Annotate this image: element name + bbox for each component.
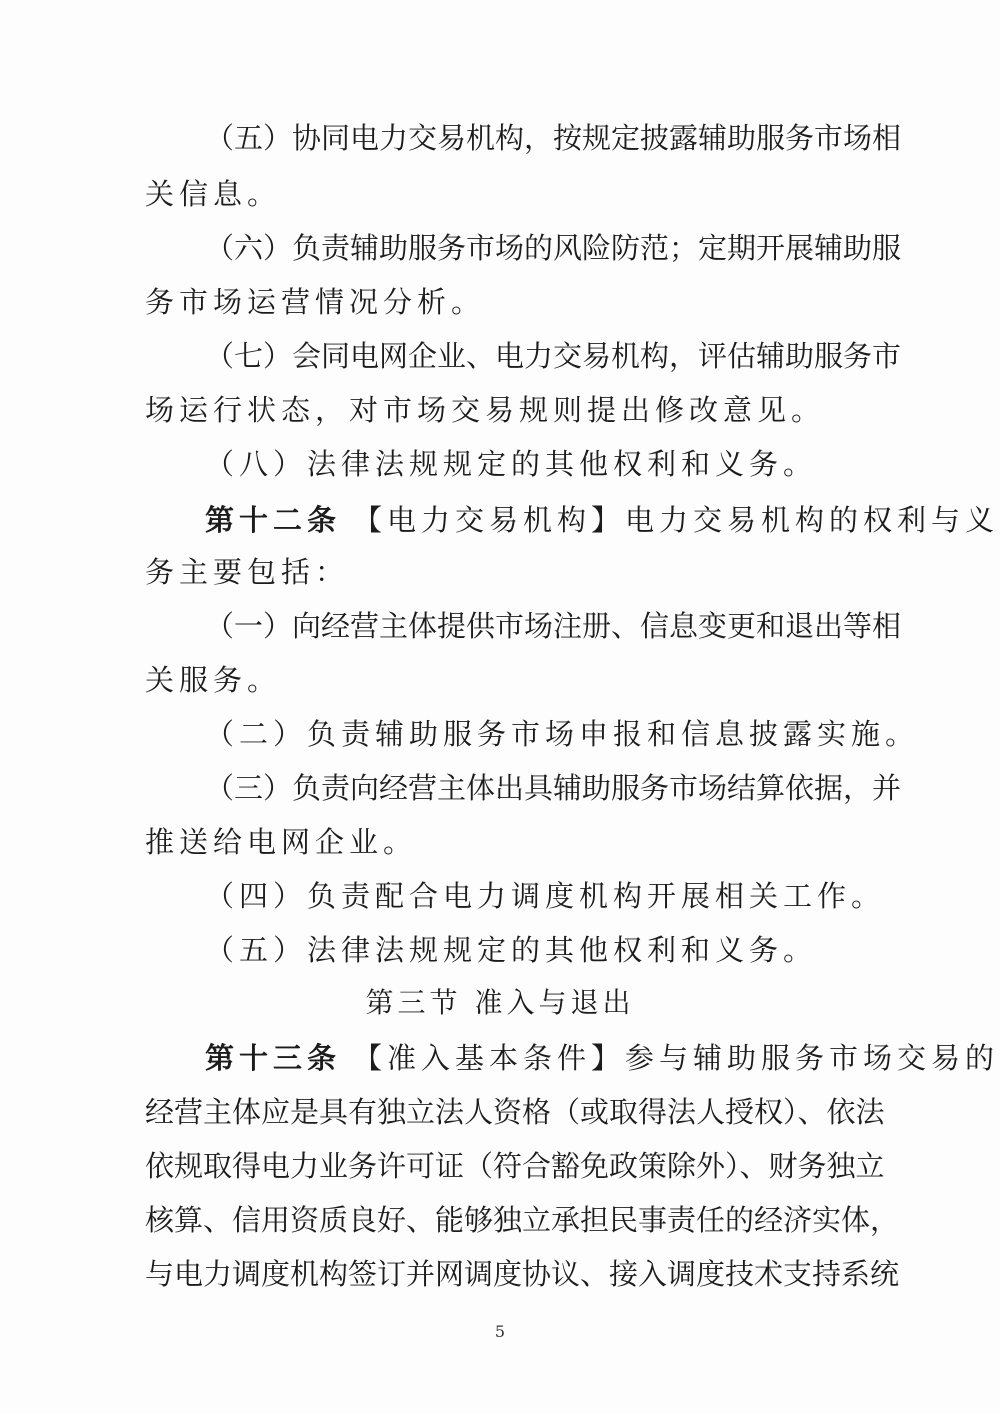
- article-text: 【电力交易机构】电力交易机构的权利与义: [353, 503, 1000, 537]
- paragraph-line: 务市场运营情况分析。: [145, 285, 486, 319]
- paragraph-line: （五）协同电力交易机构，按规定披露辅助服务市场相: [205, 121, 902, 155]
- section-heading: 第三节 准入与退出: [365, 986, 635, 1019]
- article-text: 【准入基本条件】参与辅助服务市场交易的: [353, 1041, 1000, 1075]
- paragraph-line: 经营主体应是具有独立法人资格（或取得法人授权）、依法: [145, 1095, 885, 1129]
- paragraph-line: 关信息。: [145, 177, 282, 211]
- paragraph-line: （六）负责辅助服务市场的风险防范；定期开展辅助服: [205, 231, 902, 265]
- paragraph-line: 依规取得电力业务许可证（符合豁免政策除外）、财务独立: [145, 1149, 885, 1183]
- article-line: [205, 500, 1000, 540]
- paragraph-line: 推送给电网企业。: [145, 825, 418, 859]
- paragraph-line: （八）法律法规规定的其他权利和义务。: [205, 447, 818, 481]
- paragraph-line: （一）向经营主体提供市场注册、信息变更和退出等相: [205, 609, 902, 643]
- paragraph-line: 与电力调度机构签订并网调度协议、接入调度技术支持系统: [145, 1257, 900, 1291]
- paragraph-line: （三）负责向经营主体出具辅助服务市场结算依据，并: [205, 771, 902, 805]
- paragraph-line: 务主要包括：: [145, 555, 350, 589]
- page-number: 5: [494, 1322, 506, 1341]
- article-line: [205, 1038, 1000, 1078]
- paragraph-line: 场运行状态，对市场交易规则提出修改意见。: [145, 393, 826, 427]
- paragraph-line: （四）负责配合电力调度机构开展相关工作。: [205, 879, 886, 913]
- article-number: 第十二条: [205, 503, 342, 537]
- paragraph-line: （七）会同电网企业、电力交易机构，评估辅助服务市: [205, 339, 902, 373]
- paragraph-line: （二）负责辅助服务市场申报和信息披露实施。: [205, 717, 920, 751]
- article-number: 第十三条: [205, 1041, 342, 1075]
- paragraph-line: 核算、信用资质良好、能够独立承担民事责任的经济实体，: [145, 1203, 900, 1237]
- paragraph-line: 关服务。: [145, 663, 282, 697]
- paragraph-line: （五）法律法规规定的其他权利和义务。: [205, 933, 818, 967]
